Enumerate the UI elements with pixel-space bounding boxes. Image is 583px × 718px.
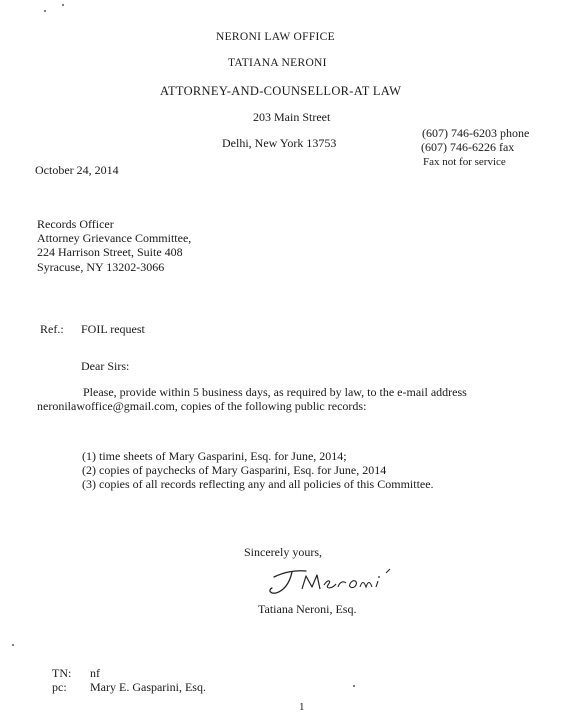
recipient-line-2: Attorney Grievance Committee, <box>37 231 192 245</box>
letterhead-fax-note: Fax not for service <box>423 156 506 168</box>
scan-speck <box>62 4 64 6</box>
record-item: (2) copies of paychecks of Mary Gasparini, Esq. for June, 2014 <box>82 463 387 477</box>
letter-date: October 24, 2014 <box>35 163 119 177</box>
salutation: Dear Sirs: <box>81 359 130 373</box>
letterhead-title: ATTORNEY-AND-COUNSELLOR-AT LAW <box>160 84 402 98</box>
scan-speck <box>12 644 14 646</box>
handwritten-signature <box>262 563 402 599</box>
scan-speck <box>44 10 46 12</box>
letterhead-phone: (607) 746-6203 phone <box>422 126 530 140</box>
tn-label: TN: <box>52 666 72 680</box>
letterhead-name: TATIANA NERONI <box>228 57 327 69</box>
record-item: (1) time sheets of Mary Gasparini, Esq. for June, 2014; <box>82 449 347 463</box>
recipient-line-1: Records Officer <box>37 217 114 231</box>
letterhead-city: Delhi, New York 13753 <box>222 136 337 150</box>
pc-label: pc: <box>52 680 67 694</box>
letterhead-office: NERONI LAW OFFICE <box>216 31 335 43</box>
pc-value: Mary E. Gasparini, Esq. <box>90 680 206 694</box>
scan-speck <box>353 685 355 687</box>
letterhead-fax: (607) 746-6226 fax <box>421 140 515 154</box>
ref-label: Ref.: <box>40 322 64 336</box>
signer-name: Tatiana Neroni, Esq. <box>258 602 357 616</box>
recipient-line-4: Syracuse, NY 13202-3066 <box>37 260 165 274</box>
body-line-2: neronilawoffice@gmail.com, copies of the following public records: <box>37 399 367 413</box>
valediction: Sincerely yours, <box>244 545 322 559</box>
ref-value: FOIL request <box>81 322 145 336</box>
page-number: 1 <box>299 701 305 713</box>
tn-value: nf <box>90 666 100 680</box>
recipient-line-3: 224 Harrison Street, Suite 408 <box>37 245 183 259</box>
record-item: (3) copies of all records reflecting any and all policies of this Committee. <box>82 477 434 491</box>
letterhead-street: 203 Main Street <box>253 110 331 124</box>
body-line-1: Please, provide within 5 business days, as required by law, to the e-mail address <box>83 385 467 399</box>
